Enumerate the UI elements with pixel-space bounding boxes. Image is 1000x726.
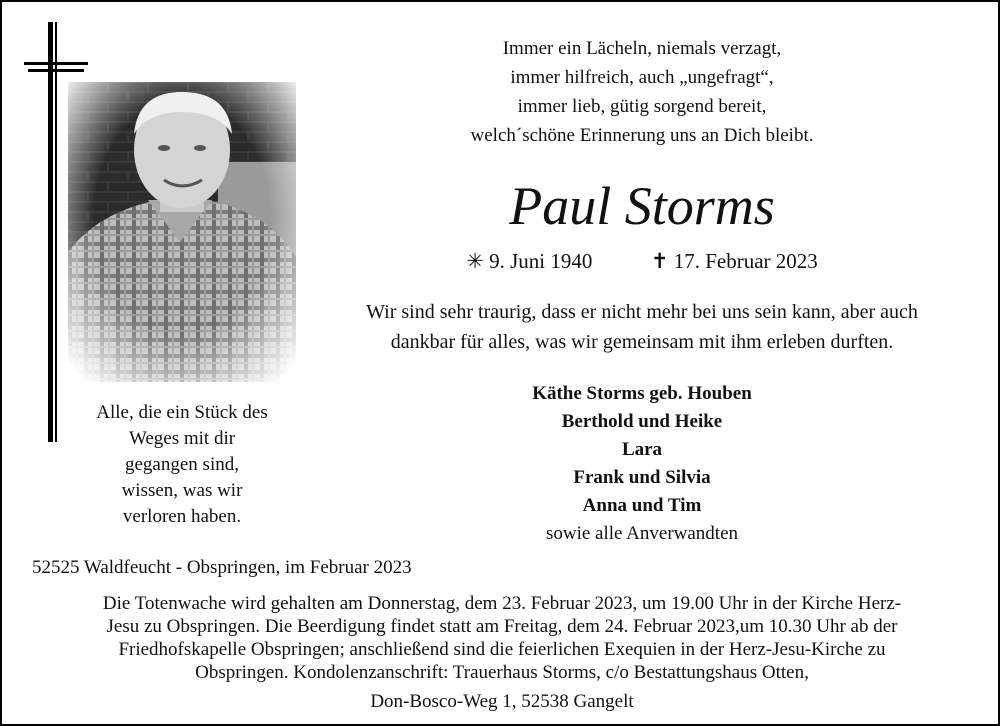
left-quote-line: Alle, die ein Stück des (96, 402, 268, 423)
life-dates (382, 246, 902, 276)
poem-line: immer lieb, gütig sorgend bereit, (517, 96, 767, 117)
poem-line: welch´schöne Erinnerung uns an Dich bleibt. (470, 125, 814, 146)
message-line: Wir sind sehr traurig, dass er nicht mehr bei uns sein kann, aber auch (366, 301, 918, 323)
birth-star-icon: ✳ (466, 249, 484, 273)
details-line: Jesu zu Obspringen. Die Beerdigung findet statt am Freitag, dem 24. Februar 2023,um 10.30 Uhr ab der (106, 616, 898, 637)
left-quote-line: Weges mit dir (128, 428, 236, 449)
poem-line: Immer ein Lächeln, niemals verzagt, (502, 38, 782, 59)
birth-date: 9. Juni 1940 (489, 249, 593, 273)
portrait-photo (68, 82, 296, 382)
family-member: Berthold und Heike (561, 411, 723, 432)
message-line: dankbar für alles, was wir gemeinsam mit ihm erleben durften. (390, 331, 894, 353)
left-quote-line: verloren haben. (122, 506, 242, 527)
family-member: Käthe Storms geb. Houben (532, 383, 752, 404)
death-cross-icon: ✝ (650, 249, 669, 273)
left-quote-line: wissen, was wir (121, 480, 243, 501)
deceased-name: Paul Storms (509, 176, 775, 236)
details-line: Obspringen. Kondolenzanschrift: Trauerhaus Storms, c/o Bestattungshaus Otten, (195, 662, 809, 683)
family-member: Lara (621, 439, 663, 460)
details-line: Die Totenwache wird gehalten am Donnerstag, dem 23. Februar 2023, um 19.00 Uhr in der Kirche Herz- (102, 593, 902, 614)
death-date: 17. Februar 2023 (673, 249, 818, 273)
poem-line: immer hilfreich, auch „ungefragt“, (510, 67, 774, 88)
poem (382, 34, 902, 150)
left-quote (62, 400, 302, 530)
mourning-message (302, 297, 982, 357)
condolence-address: Don-Bosco-Weg 1, 52538 Gangelt (370, 691, 634, 712)
family-member: Frank und Silvia (573, 467, 711, 488)
place-date: 52525 Waldfeucht - Obspringen, im Februar 2023 (32, 557, 412, 578)
details-line: Friedhofskapelle Obspringen; anschließend sind die feierlichen Exequien in der Herz-Jesu-Kirche zu (118, 639, 886, 660)
left-quote-line: gegangen sind, (125, 454, 239, 475)
family-member: Anna und Tim (582, 495, 702, 516)
family-list (442, 380, 842, 548)
relatives-note: sowie alle Anverwandten (545, 523, 739, 544)
funeral-details (22, 592, 982, 713)
